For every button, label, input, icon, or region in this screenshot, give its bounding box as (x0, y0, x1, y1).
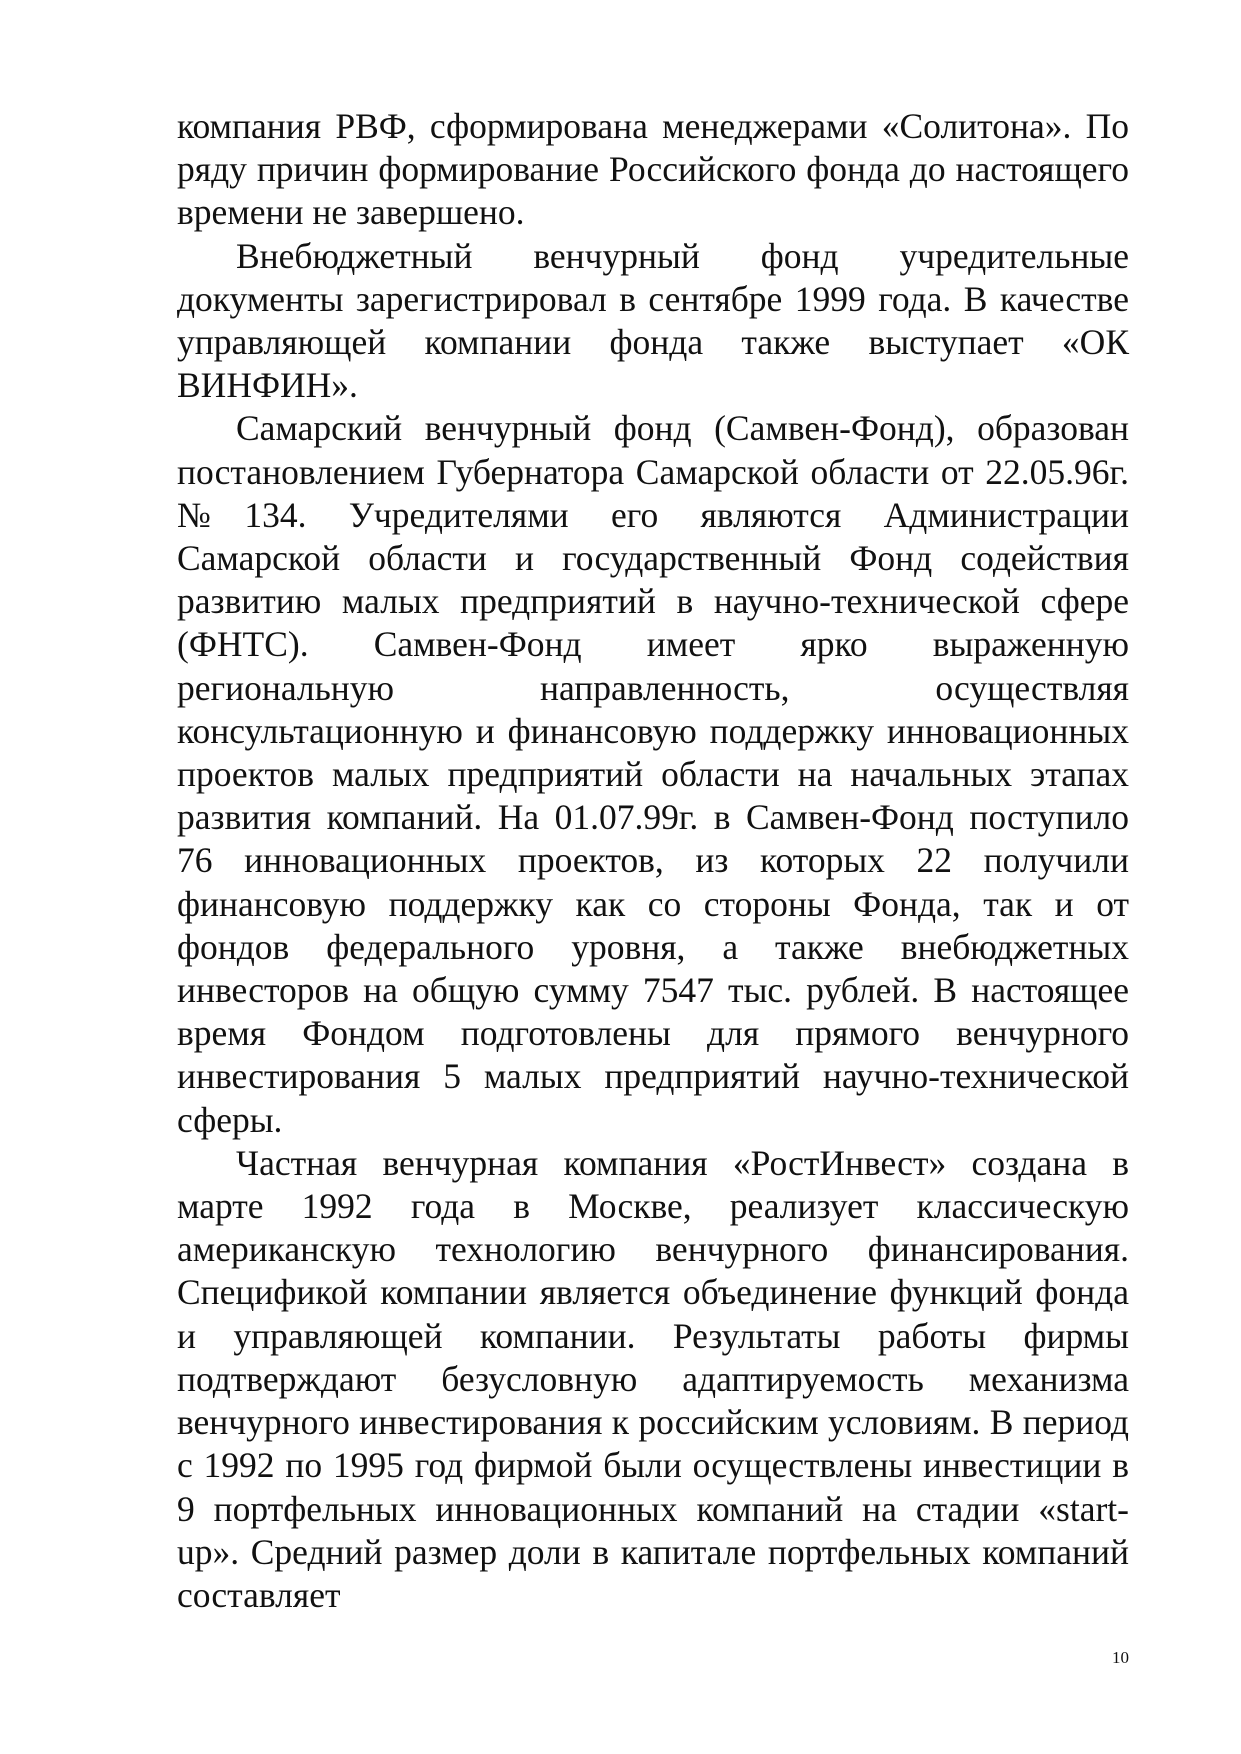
paragraph-samven-fund: Самарский венчурный фонд (Самвен-Фонд), образован постановлением Губернатора Самарской области от 22.05.96г. №134. Учредителями его являются Администрации Самарской области и государственный Фонд содействия развитию малых предприятий в научно-технической сфере (ФНТС). Самвен-Фонд имеет ярко выраженную региональную направленность, осуществляя консультационную и финансовую поддержку инновационных проектов малых предприятий области на начальных этапах развития компаний. На 01.07.99г. в Самвен-Фонд поступило 76 инновационных проектов, из которых 22 получили финансовую поддержку как со стороны Фонда, так и от фондов федерального уровня, а также внебюджетных инвесторов на общую сумму 7547 тыс. рублей. В настоящее время Фондом подготовлены для прямого венчурного инвестирования 5 малых предприятий научно-технической сферы. (177, 408, 1129, 1140)
page-number: 10 (1112, 1648, 1129, 1667)
paragraph-rostinvest: Частная венчурная компания «РостИнвест» создана в марте 1992 года в Москве, реализует классическую американскую технологию венчурного финансирования. Спецификой компании является объединение функций фонда и управляющей компании. Результаты работы фирмы подтверждают безусловную адаптируемость механизма венчурного инвестирования к российским условиям. В период с 1992 по 1995 год фирмой были осуществлены инвестиции в 9 портфельных инновационных компаний на стадии «start-up». Средний размер доли в капитале портфельных компаний составляет (177, 1142, 1129, 1615)
paragraph-extrabudgetary-fund: Внебюджетный венчурный фонд учредительные документы зарегистрировал в сентябре 1999 года. В качестве управляющей компании фонда также выступает «ОК ВИНФИН». (177, 235, 1129, 406)
body-text (177, 105, 1129, 1617)
paragraph-continuation: компания РВФ, сформирована менеджерами «Солитона». По ряду причин формирование Российского фонда до настоящего времени не завершено. (177, 106, 1129, 233)
